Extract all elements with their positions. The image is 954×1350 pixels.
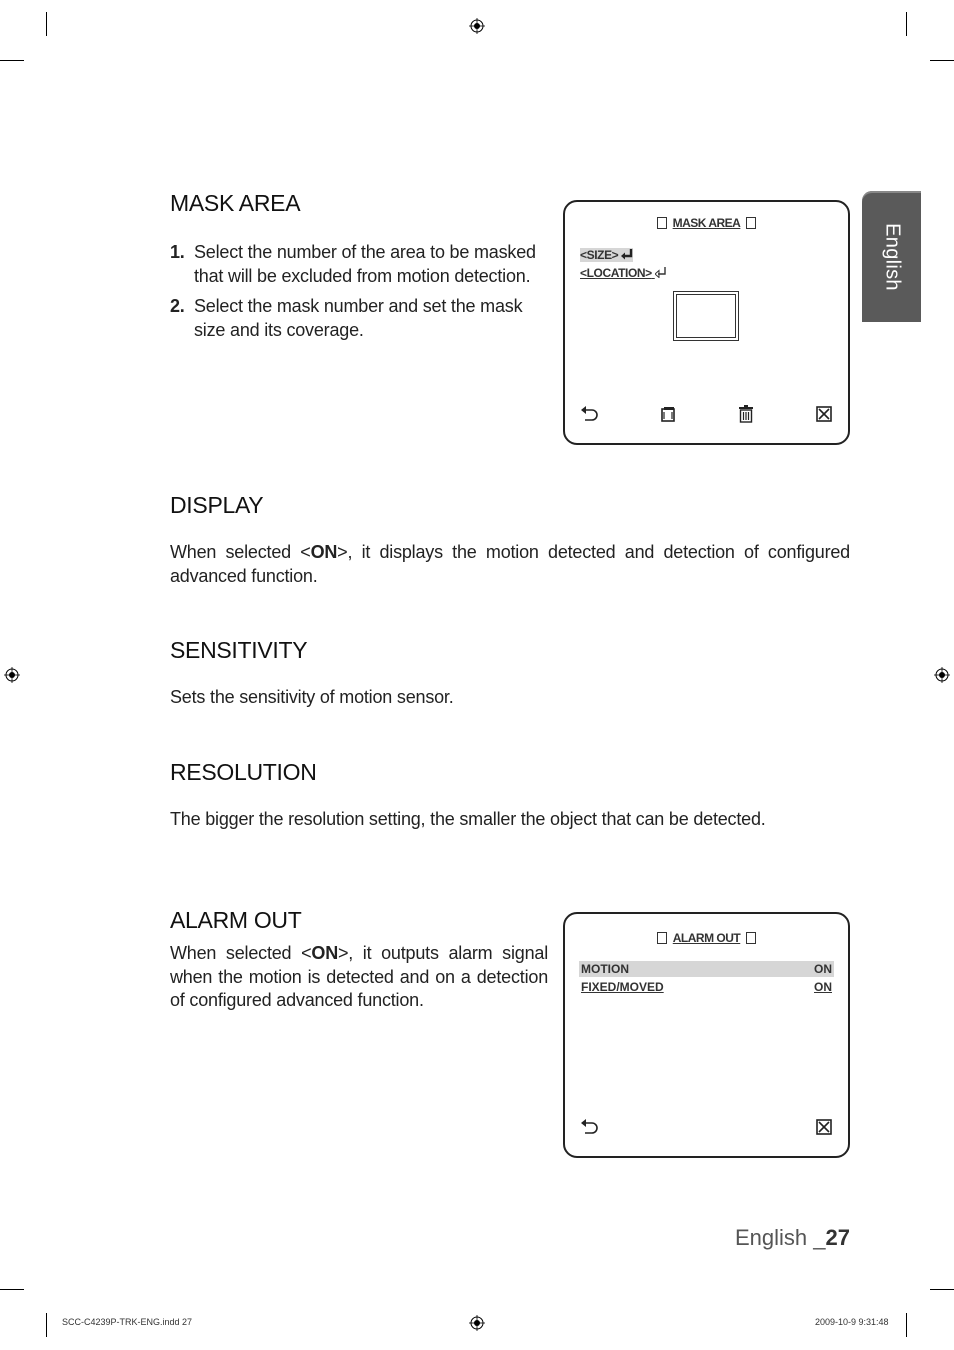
- mask-area-steps: [170, 241, 550, 342]
- osd-title-box-icon: [746, 932, 756, 944]
- back-icon[interactable]: [579, 404, 599, 424]
- alarm-out-description: When selected <ON>, it outputs alarm signal when the motion is detected and on a detection of configured advanced function.: [170, 943, 548, 1010]
- crop-mark: [0, 1289, 24, 1290]
- side-tab-label: English: [881, 222, 903, 291]
- copy-icon[interactable]: [658, 404, 678, 424]
- osd-mask-area-screen: [563, 200, 850, 445]
- crop-mark: [930, 60, 954, 61]
- registration-mark-icon: [934, 667, 950, 683]
- enter-icon: [621, 249, 633, 260]
- display-heading: DISPLAY: [170, 492, 264, 518]
- registration-mark-icon: [469, 1315, 485, 1331]
- exit-icon[interactable]: [814, 404, 834, 424]
- registration-mark-icon: [469, 18, 485, 34]
- alarm-out-heading: ALARM OUT: [170, 907, 302, 933]
- osd-row-motion[interactable]: MOTION ON: [581, 962, 832, 976]
- display-description: When selected <ON>, it displays the motion detected and detection of configured advanced function.: [170, 542, 850, 586]
- mask-area-preview[interactable]: [673, 291, 739, 341]
- osd-title-box-icon: [657, 217, 667, 229]
- enter-icon: [655, 267, 667, 278]
- osd-title: ALARM OUT: [565, 931, 848, 945]
- page-number: 27: [825, 1225, 850, 1250]
- crop-mark: [906, 1313, 907, 1337]
- resolution-description: The bigger the resolution setting, the smaller the object that can be detected.: [170, 809, 766, 829]
- osd-title: MASK AREA: [565, 216, 848, 230]
- exit-icon[interactable]: [814, 1117, 834, 1137]
- resolution-heading: RESOLUTION: [170, 759, 317, 785]
- osd-menu-item-location[interactable]: <LOCATION>: [580, 266, 667, 280]
- crop-mark: [0, 60, 24, 61]
- sensitivity-description: Sets the sensitivity of motion sensor.: [170, 687, 454, 707]
- osd-title-box-icon: [746, 217, 756, 229]
- osd-menu-item-size[interactable]: <SIZE>: [580, 248, 633, 262]
- registration-mark-icon: [4, 667, 20, 683]
- back-icon[interactable]: [579, 1117, 599, 1137]
- osd-alarm-out-screen: [563, 912, 850, 1158]
- crop-mark: [930, 1289, 954, 1290]
- list-item: 1. Select the number of the area to be masked that will be excluded from motion detection.: [170, 242, 536, 286]
- osd-row-fixed-moved[interactable]: FIXED/MOVED ON: [581, 980, 832, 994]
- sensitivity-heading: SENSITIVITY: [170, 637, 308, 663]
- slug-file-name: SCC-C4239P-TRK-ENG.indd 27: [62, 1317, 193, 1327]
- crop-mark: [46, 12, 47, 36]
- slug-timestamp: 2009-10-9 9:31:48: [815, 1317, 889, 1327]
- mask-area-heading: MASK AREA: [170, 190, 301, 216]
- list-item: 2. Select the mask number and set the mask size and its coverage.: [170, 296, 523, 340]
- crop-mark: [46, 1313, 47, 1337]
- crop-mark: [906, 12, 907, 36]
- language-side-tab: [862, 191, 921, 322]
- page-folio: English _27: [735, 1225, 850, 1250]
- osd-title-box-icon: [657, 932, 667, 944]
- delete-icon[interactable]: [736, 404, 756, 424]
